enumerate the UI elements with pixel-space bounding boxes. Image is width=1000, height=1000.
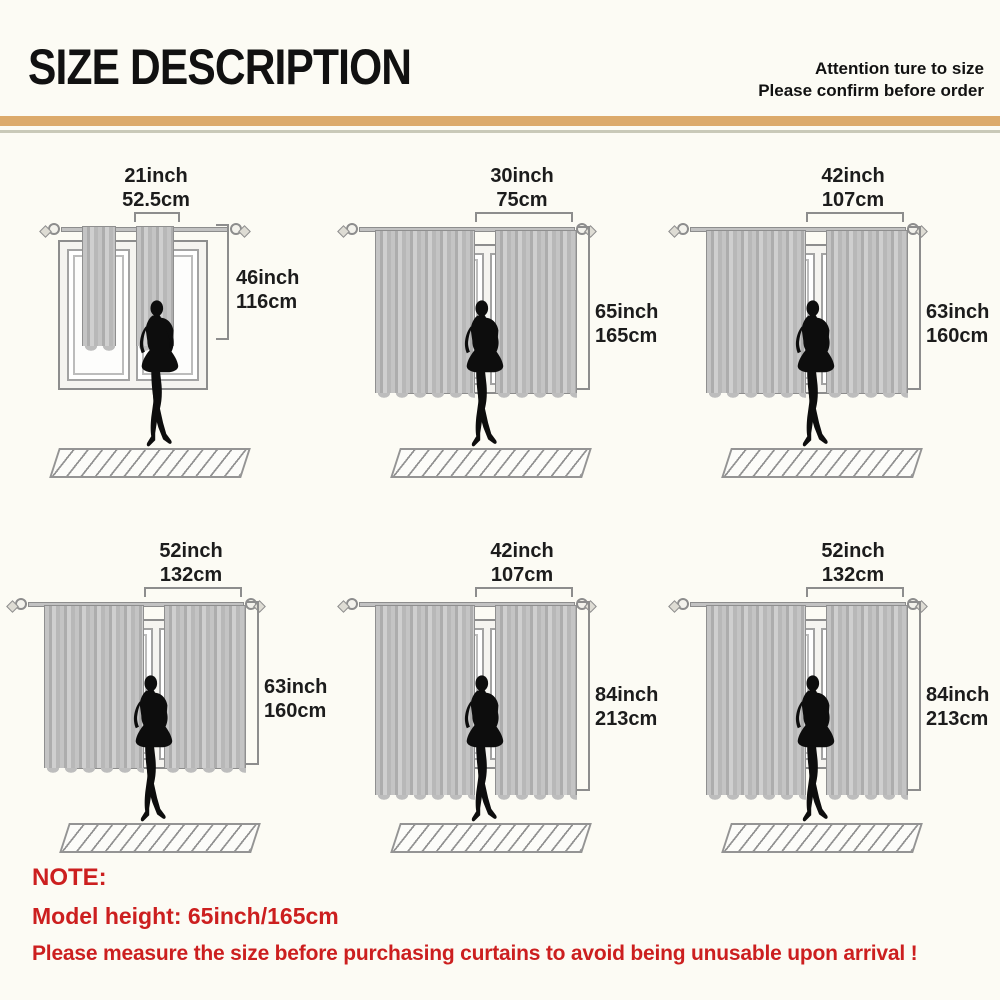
attention-line-1: Attention ture to size: [814, 59, 984, 78]
curtain-panel-left: [82, 226, 116, 346]
size-panel: [668, 150, 999, 505]
size-panel: [668, 525, 999, 880]
rod-finial-icon: [346, 598, 358, 610]
height-cm-value: 213cm: [926, 708, 989, 731]
height-inch-value: 65inch: [595, 301, 659, 323]
height-bracket: [216, 224, 229, 340]
width-label: [773, 164, 933, 212]
height-label: [236, 266, 299, 315]
model-silhouette-icon: [118, 673, 182, 831]
attention-note: [758, 58, 984, 102]
model-silhouette-icon: [449, 298, 513, 456]
height-label: [595, 683, 658, 732]
width-inch-value: 30inch: [490, 165, 554, 187]
height-cm-value: 160cm: [926, 325, 989, 348]
width-inch-value: 42inch: [490, 540, 554, 562]
width-cm-value: 107cm: [821, 189, 885, 211]
rod-finial-icon: [346, 223, 358, 235]
height-cm-value: 116cm: [236, 291, 298, 314]
width-inch-value: 42inch: [821, 165, 885, 187]
width-cm-value: 52.5cm: [122, 189, 190, 211]
model-silhouette-icon: [124, 298, 188, 456]
size-panel: [6, 525, 337, 880]
height-inch-value: 84inch: [926, 684, 990, 706]
model-silhouette-icon: [449, 673, 513, 831]
attention-line-2: Please confirm before order: [758, 80, 984, 100]
width-label: [442, 164, 602, 212]
height-label: [595, 300, 658, 349]
model-silhouette-icon: [780, 298, 844, 456]
page-title: SIZE DESCRIPTION: [28, 39, 412, 95]
height-bracket: [577, 226, 590, 390]
height-inch-value: 63inch: [264, 676, 328, 698]
rod-finial-icon: [230, 223, 242, 235]
height-inch-value: 46inch: [236, 267, 300, 289]
width-bracket: [144, 587, 242, 597]
height-cm-value: 213cm: [595, 708, 658, 731]
height-bracket: [908, 226, 921, 390]
width-inch-value: 21inch: [124, 165, 188, 187]
height-inch-value: 84inch: [595, 684, 659, 706]
size-panel: [337, 525, 668, 880]
size-panel: [6, 150, 337, 505]
rod-finial-icon: [48, 223, 60, 235]
height-label: [264, 675, 327, 724]
note-label: NOTE:: [32, 864, 107, 891]
divider-bar-thin: [0, 130, 1000, 133]
width-bracket: [475, 587, 573, 597]
width-cm-value: 132cm: [821, 564, 885, 586]
width-label: [442, 539, 602, 587]
height-bracket: [577, 601, 590, 791]
width-label: [81, 164, 231, 212]
rod-finial-icon: [677, 223, 689, 235]
model-height-note: Model height: 65inch/165cm: [32, 903, 339, 929]
width-cm-value: 132cm: [159, 564, 223, 586]
height-bracket: [908, 601, 921, 791]
model-silhouette-icon: [780, 673, 844, 831]
width-inch-value: 52inch: [159, 540, 223, 562]
height-label: [926, 300, 989, 349]
width-label: [773, 539, 933, 587]
height-label: [926, 683, 989, 732]
width-inch-value: 52inch: [821, 540, 885, 562]
width-bracket: [806, 587, 904, 597]
size-panel: [337, 150, 668, 505]
warning-note: Please measure the size before purchasing curtains to avoid being unusable upon arrival !: [32, 942, 918, 965]
notes-block: [32, 864, 917, 966]
height-bracket: [246, 601, 259, 765]
height-inch-value: 63inch: [926, 301, 990, 323]
width-label: [111, 539, 271, 587]
height-cm-value: 160cm: [264, 700, 327, 723]
width-bracket: [475, 212, 573, 222]
height-cm-value: 165cm: [595, 325, 658, 348]
width-bracket: [806, 212, 904, 222]
divider-bar-tan: [0, 116, 1000, 126]
rod-finial-icon: [15, 598, 27, 610]
size-panels-grid: [6, 150, 1000, 880]
rod-finial-icon: [677, 598, 689, 610]
width-bracket: [134, 212, 180, 222]
width-cm-value: 75cm: [496, 189, 548, 211]
width-cm-value: 107cm: [490, 564, 554, 586]
